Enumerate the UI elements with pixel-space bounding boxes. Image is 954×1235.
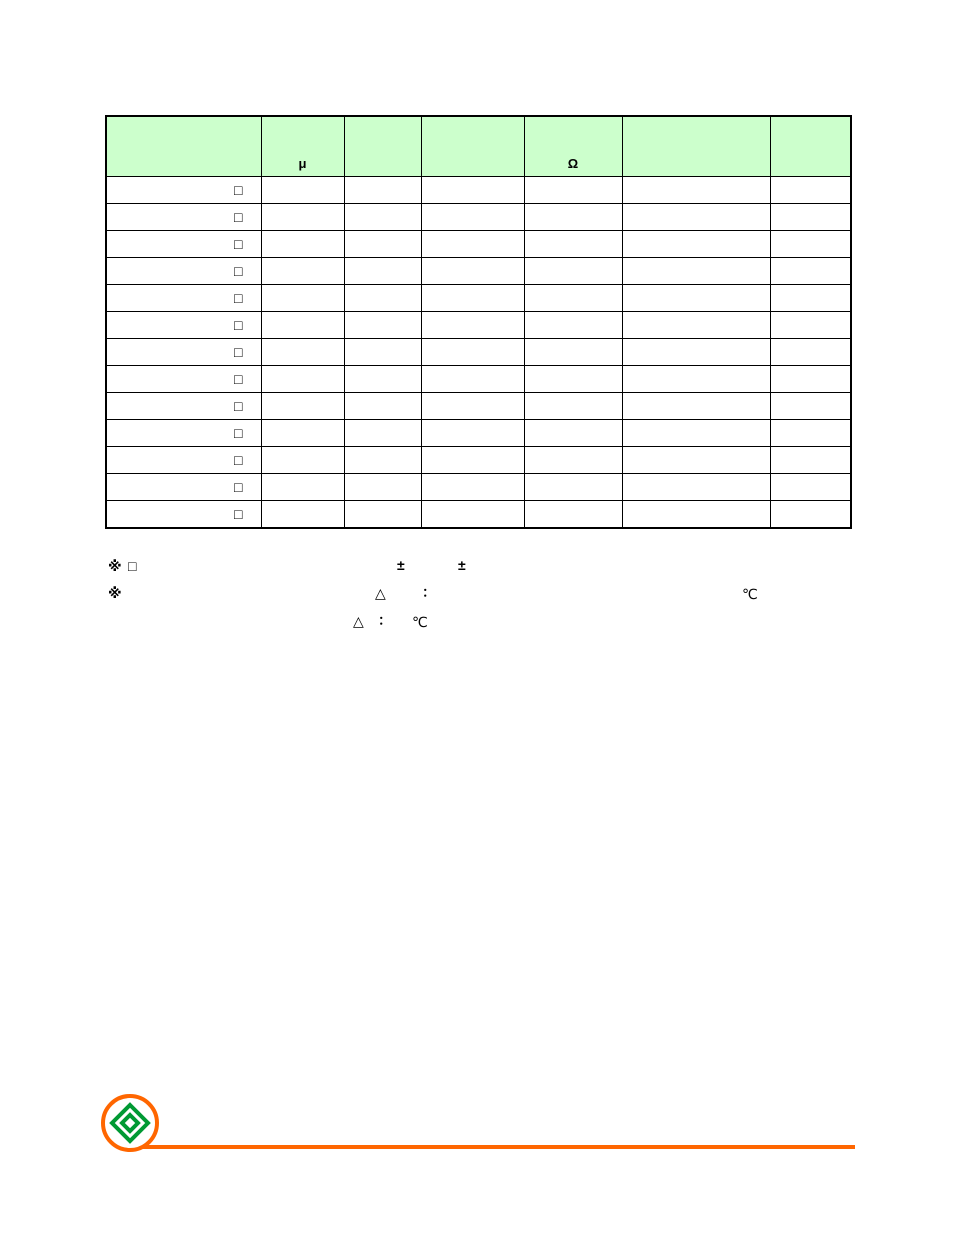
table-row bbox=[106, 258, 851, 285]
table-cell bbox=[344, 285, 421, 312]
part-number-cell bbox=[106, 258, 261, 285]
table-cell bbox=[344, 501, 421, 528]
table-cell bbox=[770, 231, 851, 258]
table-cell bbox=[622, 285, 770, 312]
table-cell bbox=[524, 474, 622, 501]
table-cell bbox=[770, 312, 851, 339]
table-row bbox=[106, 339, 851, 366]
table-row bbox=[106, 285, 851, 312]
part-number-cell bbox=[106, 339, 261, 366]
part-number-cell bbox=[106, 204, 261, 231]
table-cell bbox=[421, 258, 524, 285]
table-cell bbox=[421, 393, 524, 420]
table-cell bbox=[344, 393, 421, 420]
table-cell bbox=[524, 366, 622, 393]
table-cell bbox=[261, 420, 344, 447]
table-cell bbox=[261, 393, 344, 420]
part-suffix-box: □ bbox=[234, 398, 243, 414]
table-cell bbox=[524, 447, 622, 474]
table-row bbox=[106, 393, 851, 420]
part-suffix-box: □ bbox=[234, 263, 243, 279]
table-cell bbox=[421, 204, 524, 231]
table-cell bbox=[770, 285, 851, 312]
part-suffix-box: □ bbox=[234, 290, 243, 306]
header-tolerance bbox=[344, 116, 421, 177]
table-cell bbox=[770, 258, 851, 285]
table-cell bbox=[344, 204, 421, 231]
part-suffix-box: □ bbox=[234, 505, 243, 522]
table-cell bbox=[344, 366, 421, 393]
part-suffix-box: □ bbox=[234, 425, 243, 441]
table-body bbox=[106, 177, 851, 528]
table-cell bbox=[421, 501, 524, 528]
note2-colon: ： bbox=[422, 584, 436, 600]
table-row bbox=[106, 177, 851, 204]
note3-degree: ℃ bbox=[412, 614, 428, 630]
table-cell bbox=[421, 231, 524, 258]
header-part-number bbox=[106, 116, 261, 177]
part-suffix-box: □ bbox=[234, 371, 243, 387]
part-number-cell bbox=[106, 177, 261, 204]
table-row bbox=[106, 231, 851, 258]
table-cell bbox=[622, 393, 770, 420]
table-cell bbox=[261, 366, 344, 393]
note1-box: □ bbox=[128, 558, 137, 574]
table-cell bbox=[524, 231, 622, 258]
table-cell bbox=[622, 231, 770, 258]
table-row bbox=[106, 204, 851, 231]
table-cell bbox=[524, 177, 622, 204]
table-row bbox=[106, 312, 851, 339]
part-suffix-box: □ bbox=[234, 479, 243, 495]
table-cell bbox=[622, 474, 770, 501]
note2-delta: △ bbox=[375, 585, 386, 601]
part-number-cell bbox=[106, 501, 261, 528]
table-cell bbox=[524, 420, 622, 447]
part-number-cell bbox=[106, 312, 261, 339]
part-number-cell bbox=[106, 285, 261, 312]
part-number-cell bbox=[106, 366, 261, 393]
part-suffix-box: □ bbox=[234, 182, 243, 198]
header-test-frequency bbox=[421, 116, 524, 177]
table-cell bbox=[421, 312, 524, 339]
table-cell bbox=[261, 474, 344, 501]
table-cell bbox=[524, 339, 622, 366]
part-suffix-box: □ bbox=[234, 344, 243, 360]
table-cell bbox=[622, 258, 770, 285]
table-cell bbox=[261, 258, 344, 285]
table-row bbox=[106, 447, 851, 474]
table-cell bbox=[622, 204, 770, 231]
table-cell bbox=[770, 204, 851, 231]
note3-colon: ： bbox=[378, 612, 392, 628]
header-dcr: Ω bbox=[524, 116, 622, 177]
table-cell bbox=[261, 312, 344, 339]
table-cell bbox=[622, 420, 770, 447]
table-cell bbox=[261, 339, 344, 366]
table-cell bbox=[261, 447, 344, 474]
spec-table bbox=[105, 115, 852, 529]
table-cell bbox=[770, 501, 851, 528]
note2-mark: ※ bbox=[108, 585, 122, 601]
part-number-cell bbox=[106, 474, 261, 501]
table-cell bbox=[344, 258, 421, 285]
table-cell bbox=[770, 420, 851, 447]
table-cell bbox=[261, 501, 344, 528]
table-cell bbox=[770, 447, 851, 474]
note2-degree: ℃ bbox=[742, 586, 758, 602]
table-cell bbox=[421, 420, 524, 447]
table-cell bbox=[770, 339, 851, 366]
table-cell bbox=[524, 285, 622, 312]
table-row bbox=[106, 474, 851, 501]
table-cell bbox=[770, 177, 851, 204]
table-cell bbox=[524, 258, 622, 285]
table-cell bbox=[344, 312, 421, 339]
table-cell bbox=[421, 285, 524, 312]
table-cell bbox=[524, 312, 622, 339]
note1-plus-minus-1: ± bbox=[397, 557, 405, 573]
table-cell bbox=[770, 474, 851, 501]
part-suffix-box: □ bbox=[234, 317, 243, 333]
part-number-cell bbox=[106, 447, 261, 474]
table-cell bbox=[344, 420, 421, 447]
note1-mark: ※ bbox=[108, 558, 122, 574]
table-cell bbox=[421, 447, 524, 474]
table-cell bbox=[770, 366, 851, 393]
table-cell bbox=[622, 177, 770, 204]
note3-delta: △ bbox=[353, 613, 364, 629]
table-header-row bbox=[106, 116, 851, 177]
header-rated-current bbox=[622, 116, 770, 177]
table-cell bbox=[344, 474, 421, 501]
table-cell bbox=[261, 231, 344, 258]
table-cell bbox=[524, 204, 622, 231]
part-suffix-box: □ bbox=[234, 452, 243, 468]
table-cell bbox=[421, 366, 524, 393]
table-cell bbox=[421, 474, 524, 501]
table-cell bbox=[421, 339, 524, 366]
part-number-cell bbox=[106, 393, 261, 420]
part-suffix-box: □ bbox=[234, 209, 243, 225]
table-cell bbox=[261, 285, 344, 312]
table-cell bbox=[524, 501, 622, 528]
table-cell bbox=[524, 393, 622, 420]
header-marking bbox=[770, 116, 851, 177]
table-cell bbox=[344, 231, 421, 258]
table-cell bbox=[261, 204, 344, 231]
company-logo-icon bbox=[100, 1093, 160, 1153]
table-cell bbox=[622, 312, 770, 339]
part-number-cell bbox=[106, 420, 261, 447]
table-row bbox=[106, 501, 851, 528]
part-suffix-box: □ bbox=[234, 236, 243, 252]
part-number-cell bbox=[106, 231, 261, 258]
table-row bbox=[106, 420, 851, 447]
table-cell bbox=[770, 393, 851, 420]
table-cell bbox=[622, 366, 770, 393]
table-cell bbox=[421, 177, 524, 204]
table-cell bbox=[344, 447, 421, 474]
note1-plus-minus-2: ± bbox=[458, 557, 466, 573]
table-cell bbox=[344, 339, 421, 366]
table-cell bbox=[622, 339, 770, 366]
table-row bbox=[106, 366, 851, 393]
table-cell bbox=[622, 501, 770, 528]
footer-divider bbox=[128, 1145, 855, 1149]
table-cell bbox=[622, 447, 770, 474]
table-cell bbox=[261, 177, 344, 204]
header-inductance: μ bbox=[261, 116, 344, 177]
table-cell bbox=[344, 177, 421, 204]
